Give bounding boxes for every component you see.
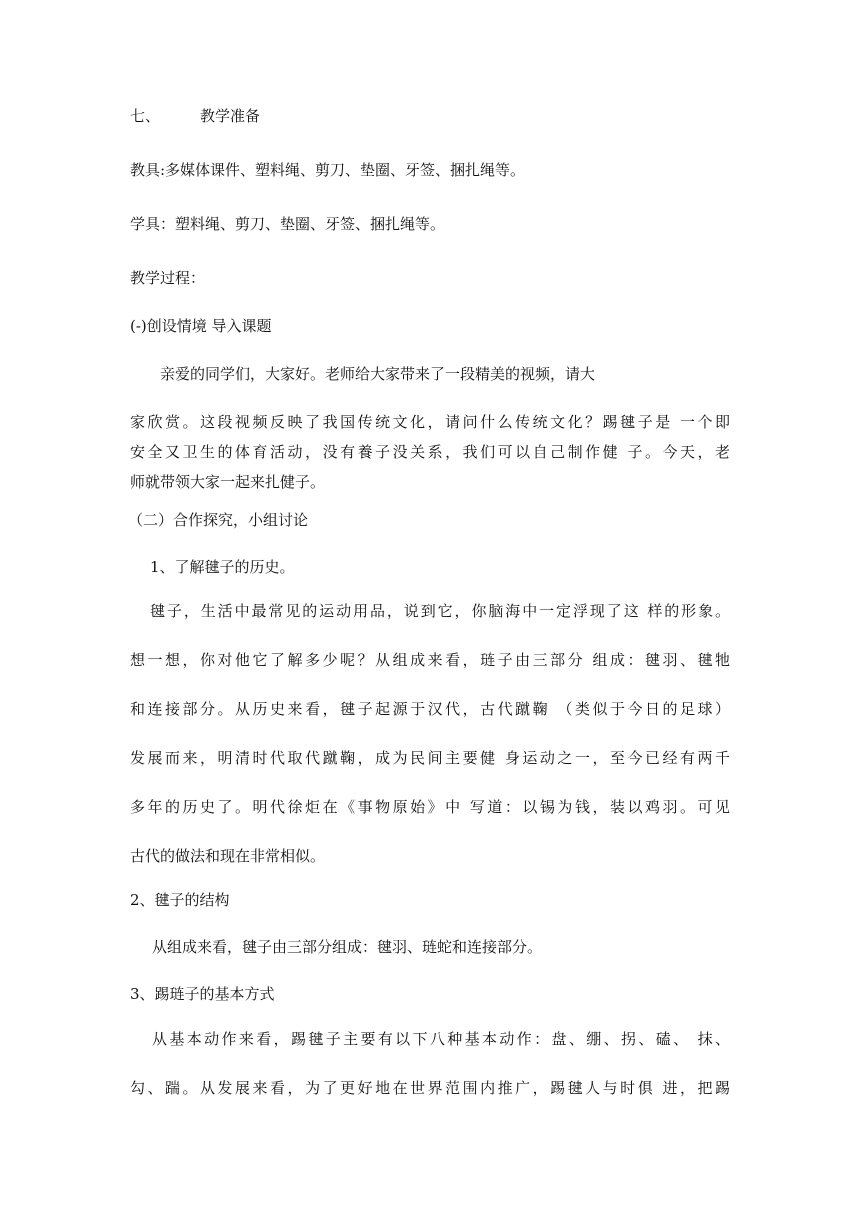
paragraph-line: 从基本动作来看，踢毽子主要有以下八种基本动作：盘、绷、拐、磕、 抹、	[152, 1030, 730, 1048]
paragraph-line: 师就带领大家一起来扎健子。	[130, 473, 326, 491]
item2-body: 从组成来看，毽子由三部分组成：毽羽、琏蛇和连接部分。	[152, 938, 543, 956]
item3-first-line	[152, 1029, 730, 1049]
student-aids: 学具：塑料绳、剪刀、垫圈、牙签、捆扎绳等。	[130, 215, 446, 233]
section-title: 教学准备	[200, 107, 261, 125]
item1-first-line	[150, 601, 730, 621]
item1-body	[130, 650, 730, 866]
section-number: 七、	[130, 107, 161, 125]
item3-body	[130, 1078, 730, 1098]
paragraph-line: 想一想，你对他它了解多少呢？从组成来看，琏子由三部分 组成：毽羽、毽牠	[130, 651, 730, 669]
paragraph-line: 发展而来，明清时代取代蹴鞠，成为民间主要健 身运动之一，至今已经有两千	[130, 749, 730, 767]
paragraph-line: 安全又卫生的体育活动，没有養子没关系，我们可以自己制作健 子。今天，老	[130, 443, 730, 461]
paragraph-line: 古代的做法和现在非常相似。	[130, 847, 326, 865]
paragraph-line: 家欣赏。这段视频反映了我国传统文化，请问什么传统文化？踢毽子是 一个即	[130, 413, 730, 431]
part2-title: （二）合作探究，小组讨论	[128, 511, 309, 529]
paragraph-line: 毽子，生活中最常见的运动用品，说到它，你脑海中一定浮现了这 样的形象。	[150, 602, 730, 620]
part1-title: (-)创设情境 导入课题	[130, 317, 272, 335]
paragraph-line: 和连接部分。从历史来看，毽子起源于汉代，古代蹴鞠 （类似于今日的足球）	[130, 700, 730, 718]
section-heading	[130, 106, 260, 126]
item1-title: 1、了解毽子的历史。	[150, 558, 295, 576]
process-title: 教学过程：	[130, 269, 206, 287]
part1-body	[130, 412, 730, 492]
teaching-aids: 教具:多媒体课件、塑料绳、剪刀、垫圈、牙签、捆扎绳等。	[130, 161, 526, 179]
item3-title: 3、踢琏子的基本方式	[130, 985, 275, 1003]
paragraph-line: 多年的历史了。明代徐炬在《事物原始》中 写道：以锡为钱，装以鸡羽。可见	[130, 798, 730, 816]
item2-title: 2、毽子的结构	[130, 891, 230, 909]
paragraph-line: 勾、踹。从发展来看，为了更好地在世界范围内推广，踢毽人与时俱 进，把踢	[130, 1079, 730, 1097]
part1-intro: 亲爱的同学们，大家好。老师给大家带来了一段精美的视频，请大	[160, 365, 596, 383]
